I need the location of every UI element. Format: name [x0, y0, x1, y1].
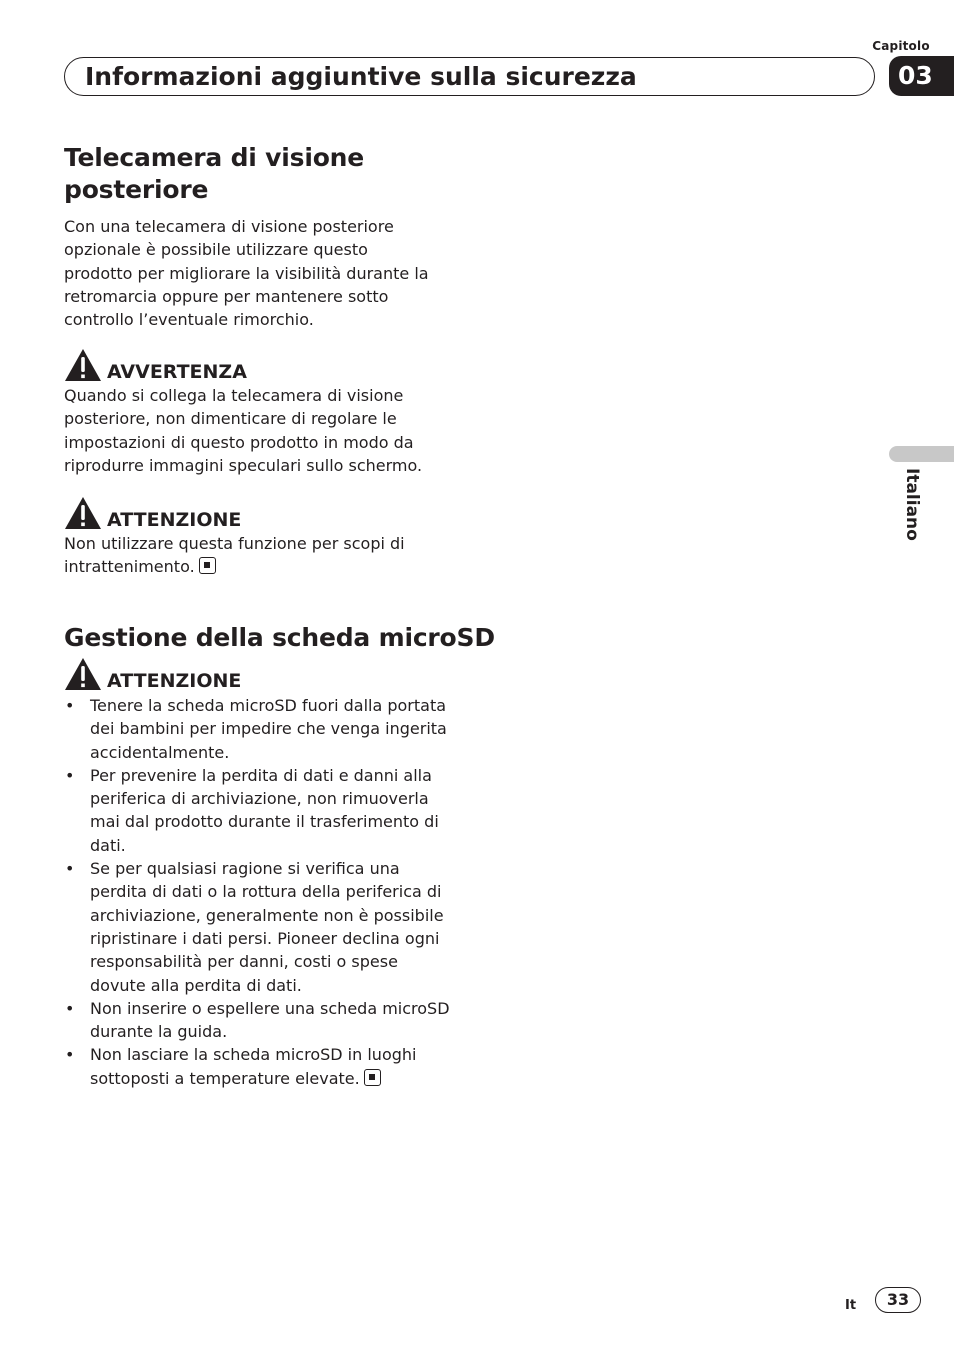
list-item-text: Non lasciare la scheda microSD in luoghi sottoposti a temperature elevate. [90, 1045, 417, 1088]
section-title: Gestione della scheda microSD [64, 623, 495, 652]
language-tab-marker [889, 446, 954, 462]
caution-text: Non utilizzare questa funzione per scopi di intrattenimento. [64, 534, 405, 577]
caution-title: ATTENZIONE [107, 509, 242, 531]
chapter-label: Capitolo [872, 39, 930, 53]
section-body: Con una telecamera di visione posteriore opzionale è possibile utilizzare questo prodotto per migliorare la visibilità durante la retromarcia oppure per mantenere sotto controllo l’eventuale rimorchio. [64, 217, 429, 330]
list-item: • Non inserire o espellere una scheda microSD durante la guida. [64, 997, 454, 1044]
list-item: • Tenere la scheda microSD fuori dalla portata dei bambini per impedire che venga ingerita accidentalmente. [64, 694, 454, 764]
section-title: Telecamera di visione posteriore [64, 143, 365, 204]
warning-text: Quando si collega la telecamera di visione posteriore, non dimenticare di regolare le impostazioni di questo prodotto in modo da riprodurre immagini speculari sullo schermo. [64, 386, 423, 475]
language-code: It [845, 1298, 857, 1313]
list-item: • Per prevenire la perdita di dati e danni alla periferica di archiviazione, non rimuoverla mai dal prodotto durante il trasferimento di dati. [64, 764, 454, 857]
caution-text-wrapper [64, 532, 454, 579]
chapter-number-badge: 03 [889, 56, 954, 96]
section-microsd [64, 622, 495, 654]
section-rear-camera [64, 142, 454, 331]
page-number: 33 [875, 1287, 921, 1313]
language-tab-label: Italiano [902, 468, 922, 541]
end-of-section-icon [364, 1069, 381, 1086]
caution-block [64, 496, 454, 579]
caution-icon [64, 496, 102, 530]
caution-title: ATTENZIONE [107, 670, 242, 692]
header-title: Informazioni aggiuntive sulla sicurezza [85, 62, 637, 91]
caution-list [64, 694, 454, 1090]
warning-title: AVVERTENZA [107, 361, 247, 383]
warning-block [64, 348, 454, 477]
running-header [64, 57, 875, 96]
caution-icon [64, 657, 102, 691]
microsd-caution-block [64, 657, 454, 1090]
end-of-section-icon [199, 557, 216, 574]
list-item: • Se per qualsiasi ragione si verifica una perdita di dati o la rottura della periferica di archiviazione, generalmente non è possibile ripristinare i dati persi. Pioneer declina ogni responsabilità per danni, costi o spese dovute alla perdita di dati. [64, 857, 454, 997]
list-item [64, 1043, 454, 1090]
warning-icon [64, 348, 102, 382]
